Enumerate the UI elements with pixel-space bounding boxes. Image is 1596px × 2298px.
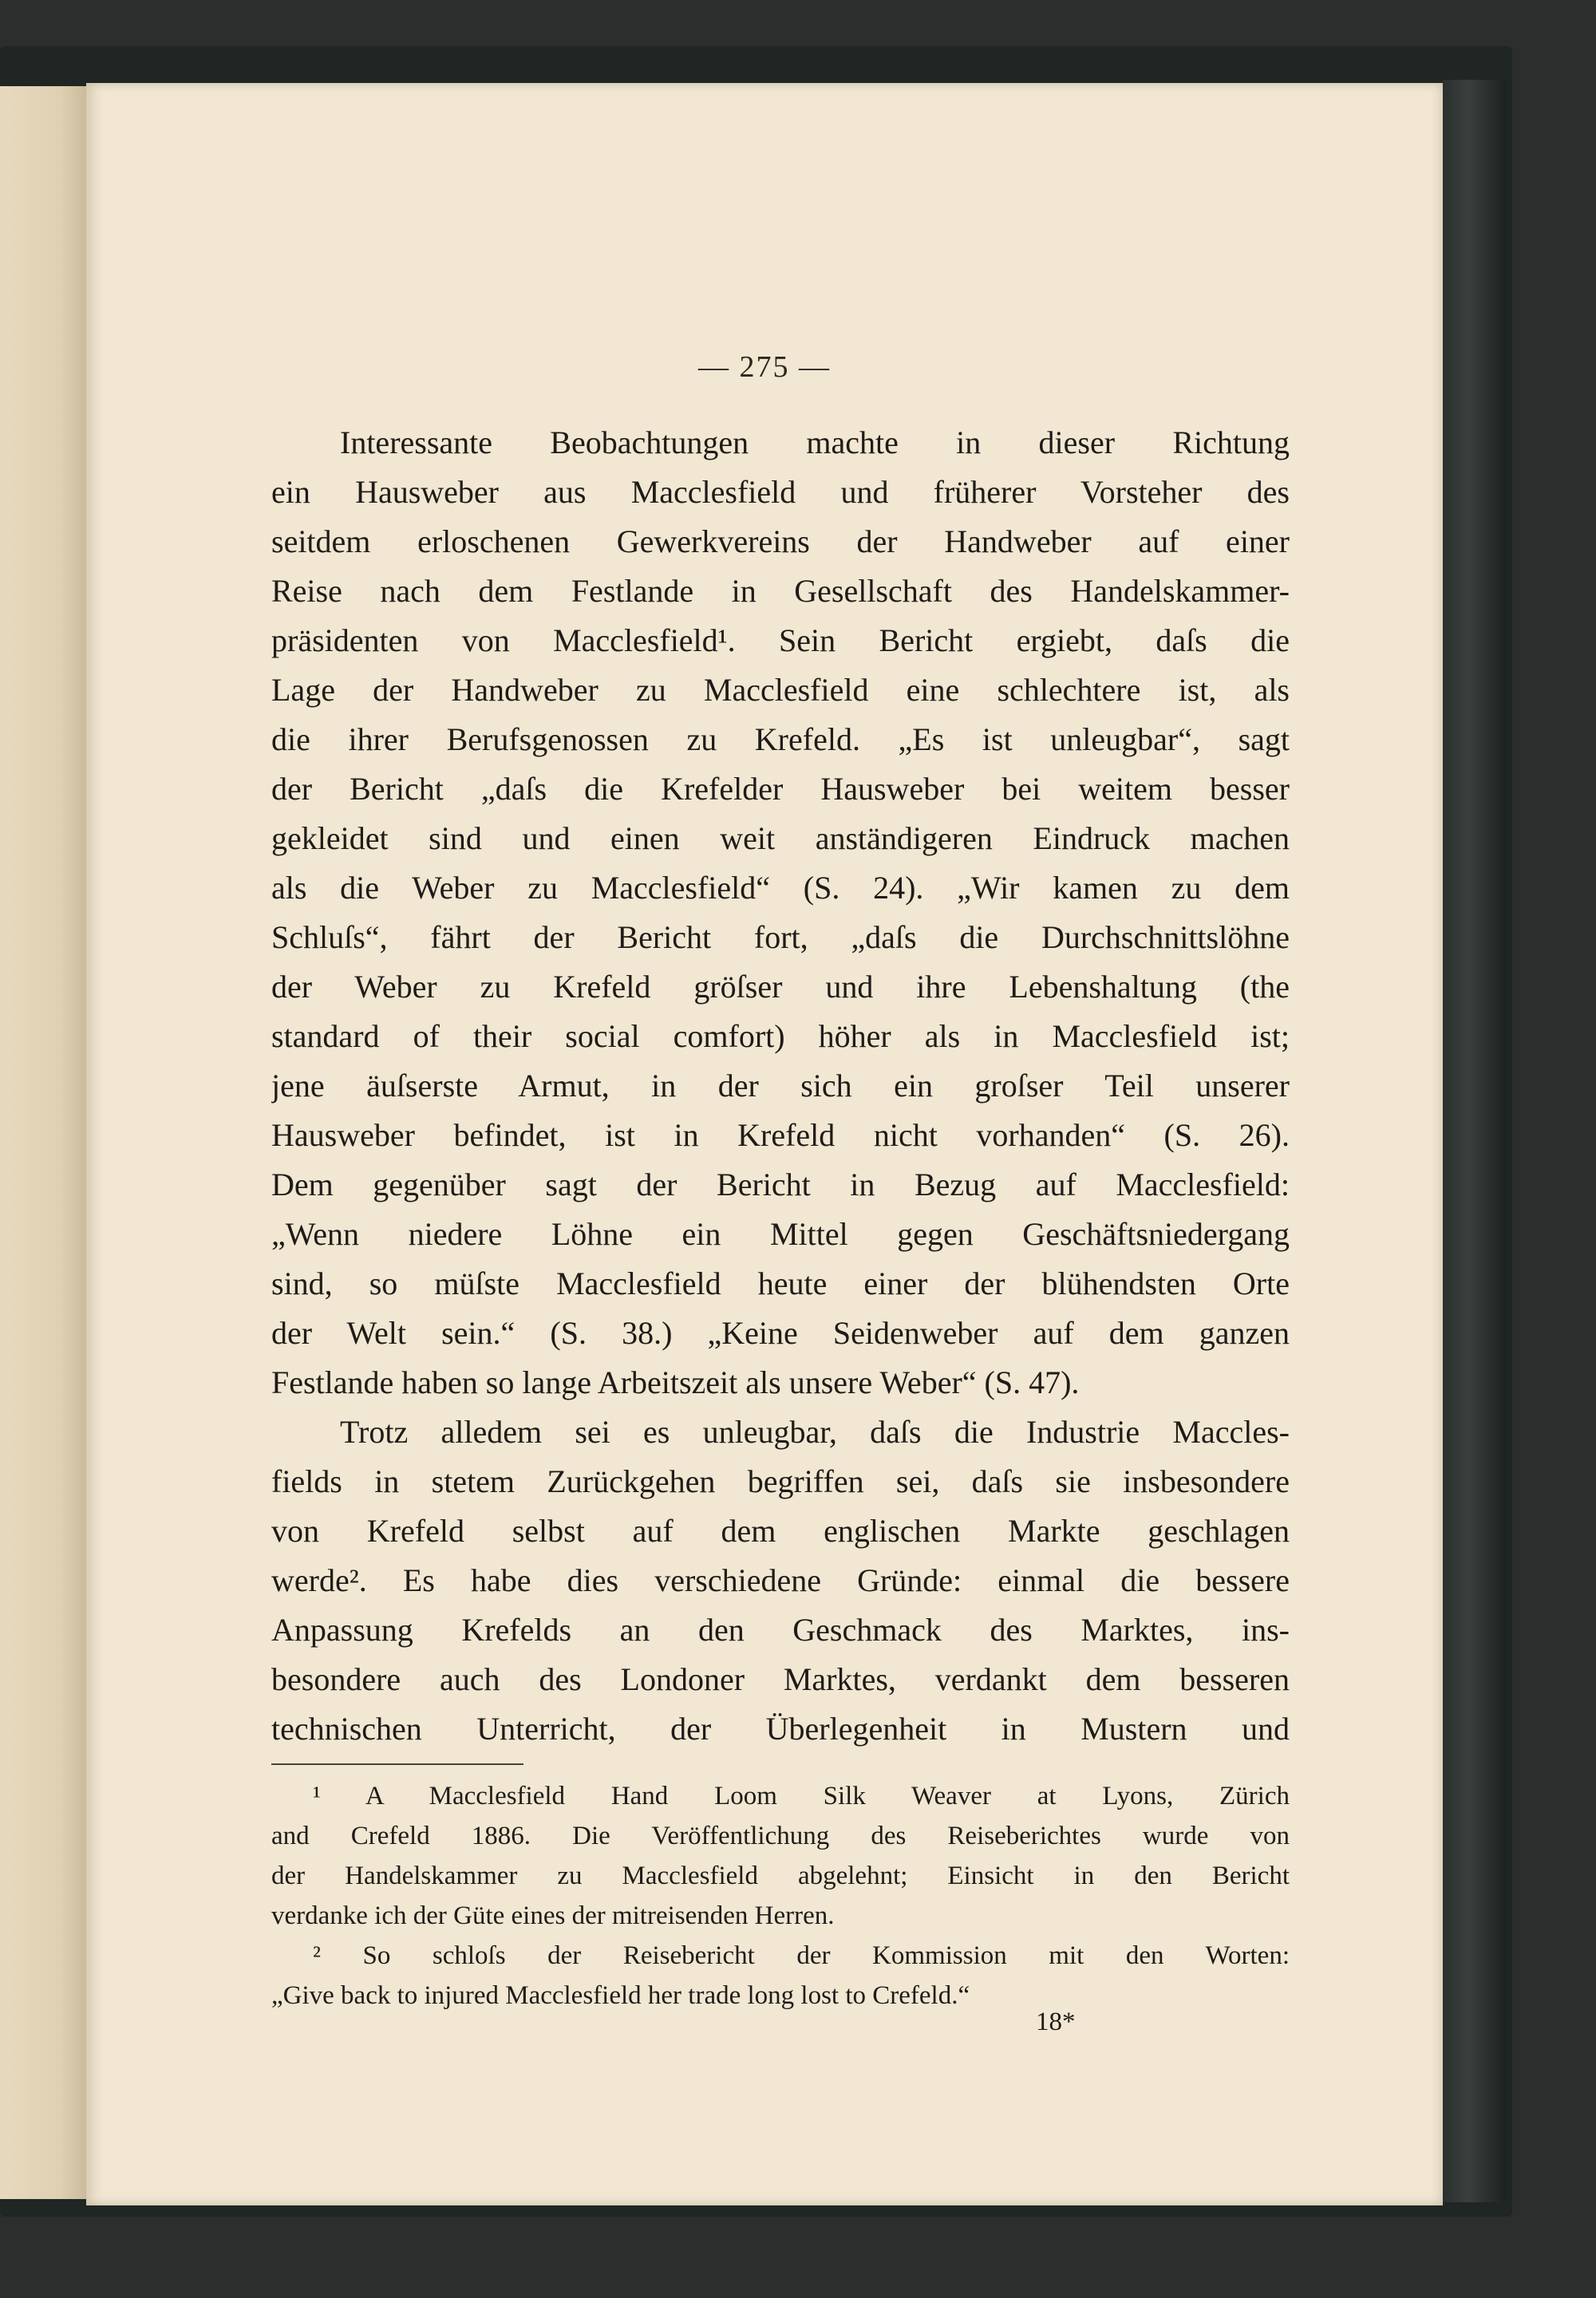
text-line: werde². Es habe dies verschiedene Gründe: einmal die bessere: [271, 1562, 1290, 1598]
text-line: Dem gegenüber sagt der Bericht in Bezug auf Macclesfield:: [271, 1167, 1290, 1202]
text-line: Schluſs“, fährt der Bericht fort, „daſs die Durchschnittslöhne: [271, 919, 1290, 955]
footnote-line: and Crefeld 1886. Die Veröffentlichung des Reiseberichtes wurde von: [271, 1822, 1290, 1850]
text-line: jene äuſserste Armut, in der sich ein groſser Teil unserer: [271, 1068, 1290, 1104]
book-page: [86, 83, 1443, 2205]
text-line: „Wenn niedere Löhne ein Mittel gegen Geschäftsniedergang: [271, 1216, 1290, 1252]
body-text: [271, 418, 1290, 1754]
text-line: fields in stetem Zurückgehen begriffen sei, daſs sie insbesondere: [271, 1463, 1290, 1499]
footnote-line: ¹ A Macclesfield Hand Loom Silk Weaver at Lyons, Zürich: [313, 1782, 1290, 1810]
text-line: standard of their social comfort) höher als in Macclesfield ist;: [271, 1018, 1290, 1054]
footnote-divider: [271, 1763, 523, 1765]
footnote-line: „Give back to injured Macclesfield her trade long lost to Crefeld.“: [271, 1981, 970, 2010]
text-line: von Krefeld selbst auf dem englischen Markte geschlagen: [271, 1513, 1290, 1549]
text-line: Reise nach dem Festlande in Gesellschaft des Handelskammer-: [271, 573, 1290, 609]
text-line: technischen Unterricht, der Überlegenheit in Mustern und: [271, 1711, 1290, 1747]
signature-mark: 18*: [1036, 2008, 1076, 2036]
text-line: ein Hausweber aus Macclesfield und früherer Vorsteher des: [271, 474, 1290, 510]
text-line: sind, so müſste Macclesfield heute einer der blühendsten Orte: [271, 1265, 1290, 1301]
text-line: Festlande haben so lange Arbeitszeit als unsere Weber“ (S. 47).: [271, 1364, 1080, 1400]
page-number: — 275 —: [698, 350, 831, 384]
text-line: der Bericht „daſs die Krefelder Hausweber bei weitem besser: [271, 771, 1290, 807]
text-line: Interessante Beobachtungen machte in dieser Richtung: [340, 424, 1290, 460]
text-line: als die Weber zu Macclesfield“ (S. 24). „Wir kamen zu dem: [271, 870, 1290, 906]
text-line: die ihrer Berufsgenossen zu Krefeld. „Es ist unleugbar“, sagt: [271, 721, 1290, 757]
text-line: der Weber zu Krefeld gröſser und ihre Lebenshaltung (the: [271, 969, 1290, 1005]
footnotes: [271, 1776, 1290, 2016]
text-line: der Welt sein.“ (S. 38.) „Keine Seidenweber auf dem ganzen: [271, 1315, 1290, 1351]
text-line: seitdem erloschenen Gewerkvereins der Handweber auf einer: [271, 523, 1290, 559]
footnote-line: der Handelskammer zu Macclesfield abgelehnt; Einsicht in den Bericht: [271, 1862, 1290, 1890]
text-line: besondere auch des Londoner Marktes, verdankt dem besseren: [271, 1661, 1290, 1697]
book-edge: [1443, 80, 1507, 2202]
facing-page-edge: [0, 86, 86, 2199]
footnote-line: verdanke ich der Güte eines der mitreisenden Herren.: [271, 1901, 835, 1930]
text-line: Trotz alledem sei es unleugbar, daſs die Industrie Maccles-: [340, 1414, 1290, 1450]
text-line: Lage der Handweber zu Macclesfield eine schlechtere ist, als: [271, 672, 1290, 708]
footnote-line: ² So schloſs der Reisebericht der Kommission mit den Worten:: [313, 1941, 1290, 1970]
text-line: Hausweber befindet, ist in Krefeld nicht vorhanden“ (S. 26).: [271, 1117, 1290, 1153]
text-line: Anpassung Krefelds an den Geschmack des Marktes, ins-: [271, 1612, 1290, 1648]
text-line: präsidenten von Macclesfield¹. Sein Bericht ergiebt, daſs die: [271, 622, 1290, 658]
text-line: gekleidet sind und einen weit anständigeren Eindruck machen: [271, 820, 1290, 856]
